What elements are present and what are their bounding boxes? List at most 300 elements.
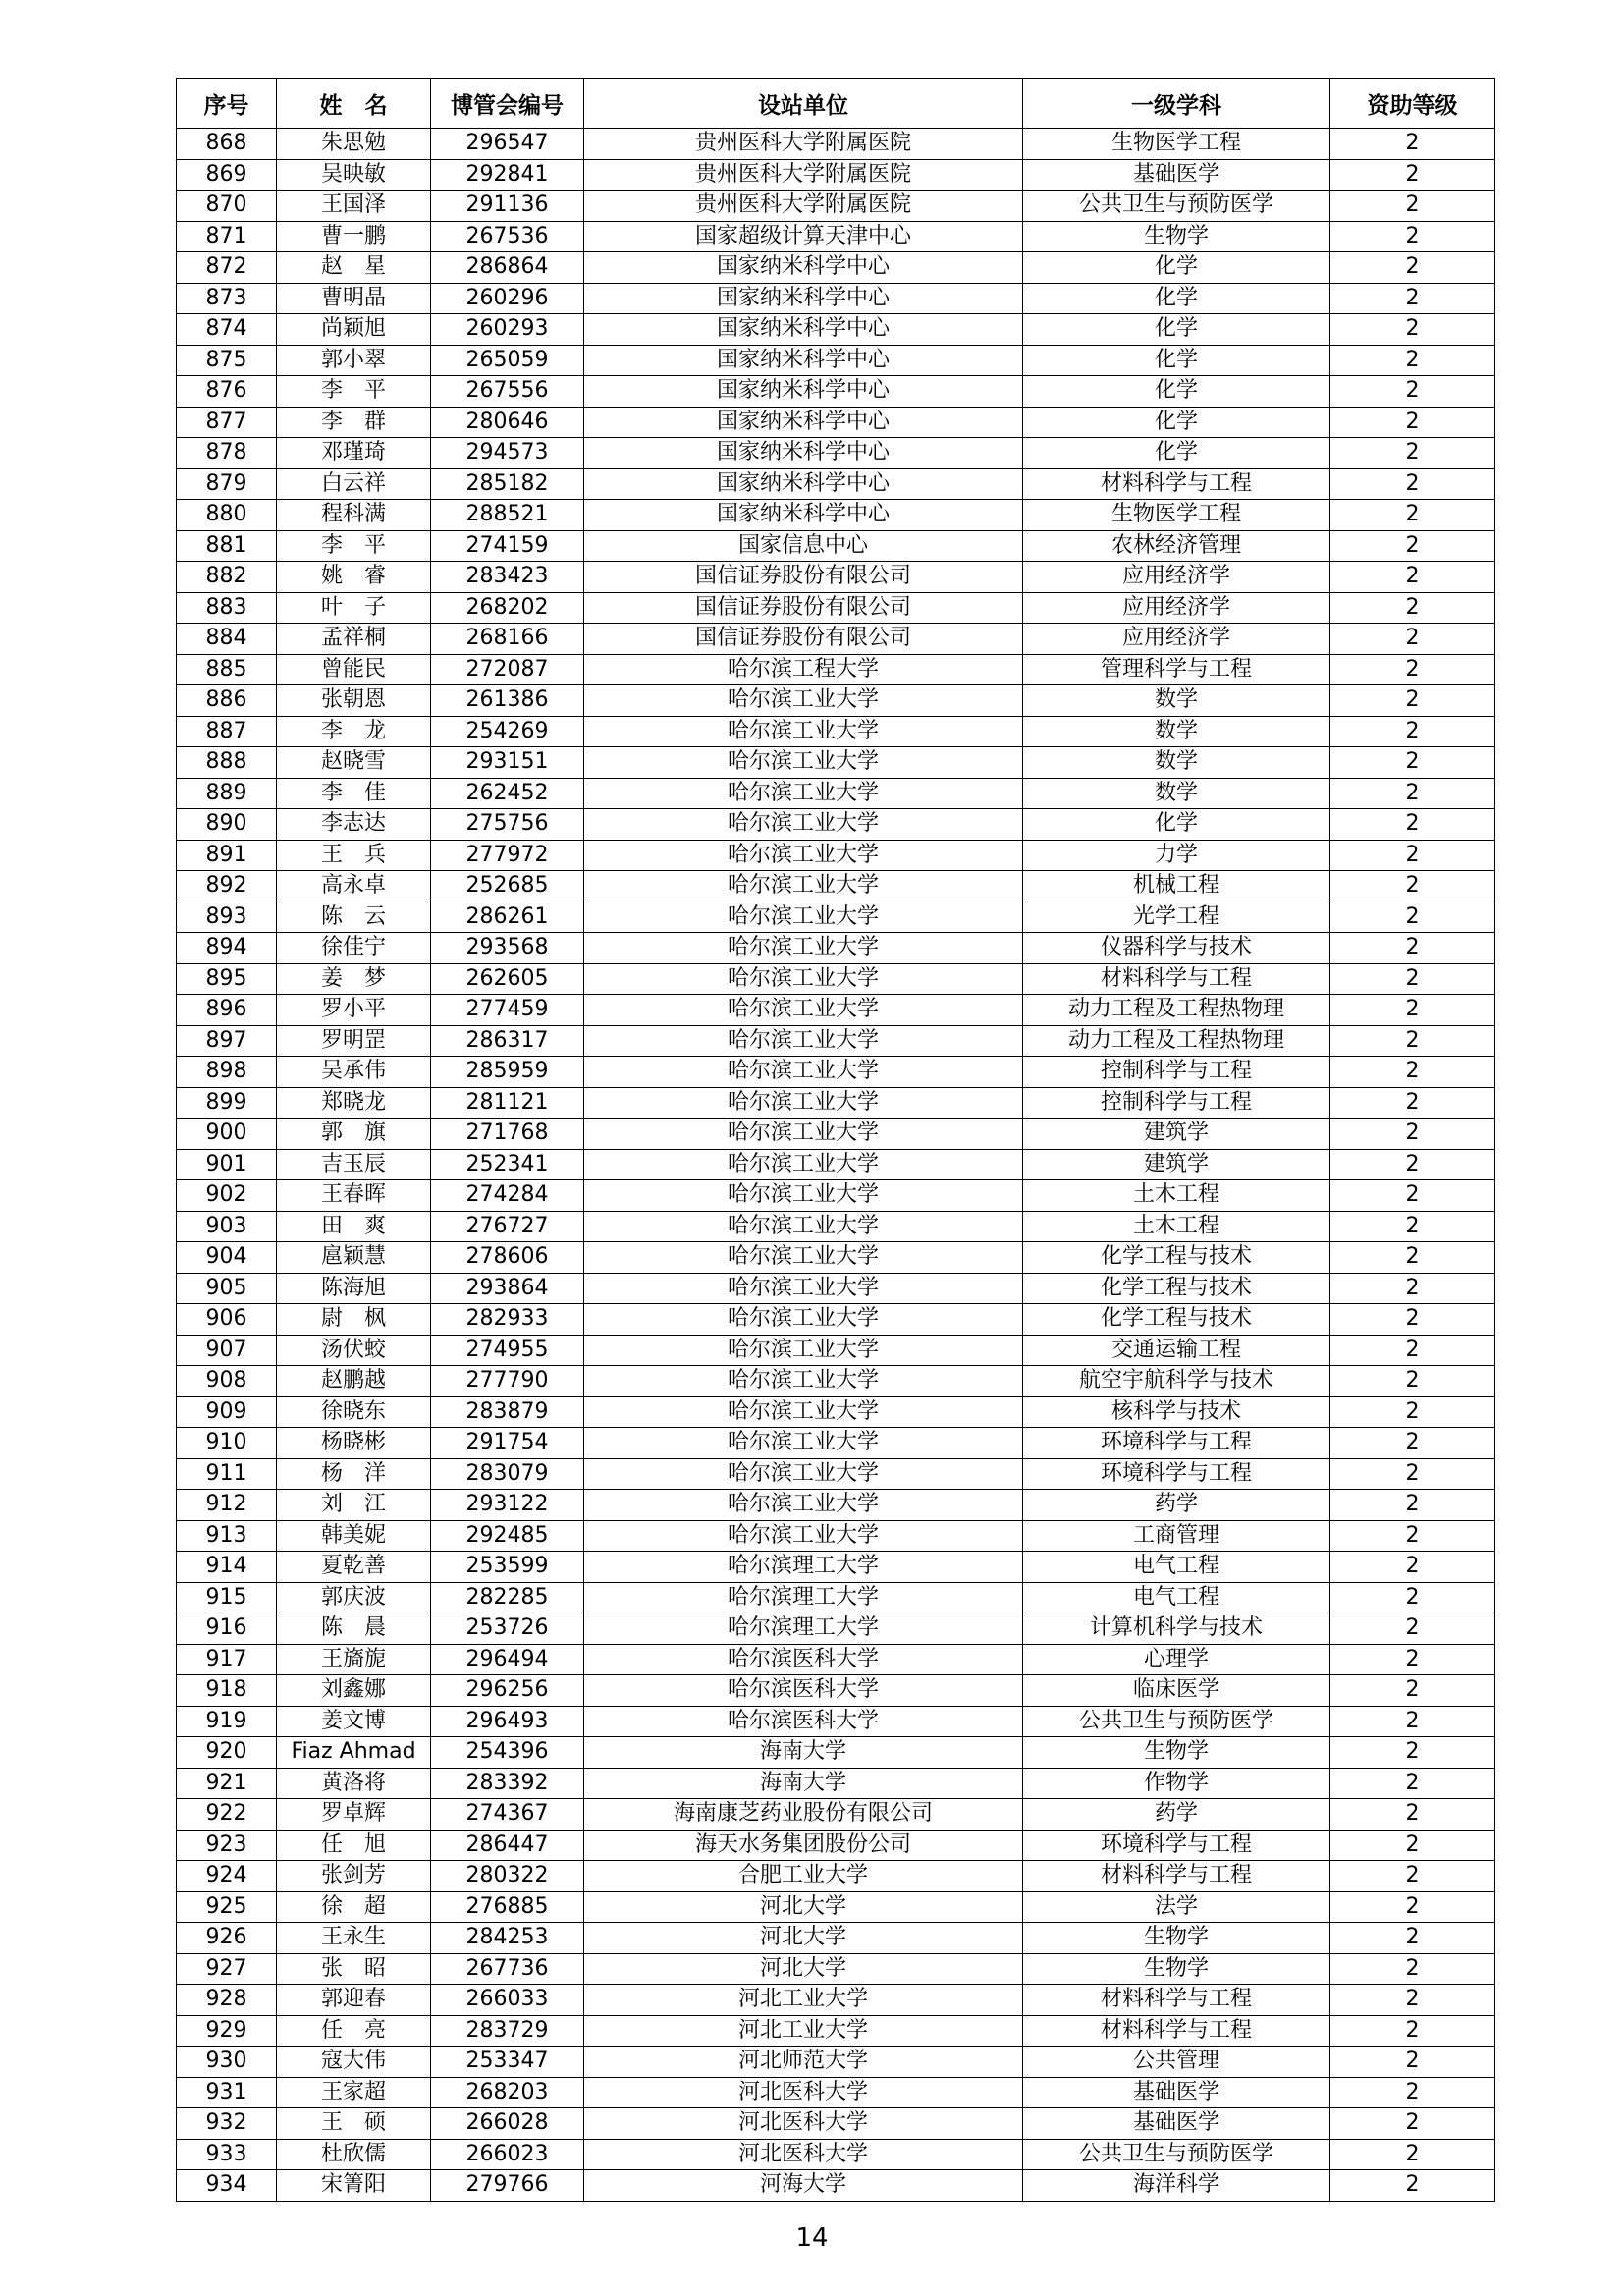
table-row	[177, 283, 1495, 314]
cell-id: 285182	[431, 468, 584, 500]
cell-unit: 国信证券股份有限公司	[584, 562, 1023, 593]
cell-index: 890	[177, 809, 277, 841]
cell-level: 2	[1330, 1335, 1495, 1366]
cell-level: 2	[1330, 1304, 1495, 1336]
cell-name: 罗卓辉	[277, 1799, 431, 1831]
cell-index: 877	[177, 407, 277, 438]
cell-name: 王国泽	[277, 191, 431, 222]
table-row	[177, 654, 1495, 685]
cell-level: 2	[1330, 1953, 1495, 1985]
cell-level: 2	[1330, 1490, 1495, 1521]
table-row	[177, 159, 1495, 191]
cell-level: 2	[1330, 809, 1495, 841]
cell-discipline: 药学	[1023, 1799, 1330, 1831]
cell-discipline: 临床医学	[1023, 1675, 1330, 1707]
cell-index: 873	[177, 283, 277, 314]
cell-level: 2	[1330, 2139, 1495, 2170]
table-row	[177, 1057, 1495, 1088]
cell-id: 262452	[431, 778, 584, 809]
cell-id: 268166	[431, 624, 584, 655]
cell-level: 2	[1330, 1242, 1495, 1274]
cell-id: 267736	[431, 1953, 584, 1985]
cell-name: 寇大伟	[277, 2047, 431, 2078]
table-row	[177, 1644, 1495, 1675]
cell-index: 896	[177, 995, 277, 1026]
cell-discipline: 材料科学与工程	[1023, 2015, 1330, 2047]
cell-unit: 哈尔滨工程大学	[584, 654, 1023, 685]
table-row	[177, 1304, 1495, 1336]
cell-name: 曹明晶	[277, 283, 431, 314]
cell-discipline: 环境科学与工程	[1023, 1428, 1330, 1459]
cell-name: 赵晓雪	[277, 747, 431, 779]
cell-index: 886	[177, 685, 277, 717]
cell-name: 邓瑾琦	[277, 438, 431, 469]
cell-name: 刘 江	[277, 1490, 431, 1521]
cell-unit: 哈尔滨工业大学	[584, 1180, 1023, 1212]
cell-unit: 河北工业大学	[584, 1985, 1023, 2016]
cell-unit: 国家纳米科学中心	[584, 468, 1023, 500]
cell-index: 887	[177, 716, 277, 747]
cell-discipline: 化学工程与技术	[1023, 1242, 1330, 1274]
cell-unit: 哈尔滨工业大学	[584, 716, 1023, 747]
cell-unit: 哈尔滨工业大学	[584, 933, 1023, 964]
cell-index: 906	[177, 1304, 277, 1336]
cell-index: 880	[177, 500, 277, 531]
cell-id: 276727	[431, 1211, 584, 1242]
cell-name: 刘鑫娜	[277, 1675, 431, 1707]
cell-name: 赵鹏越	[277, 1366, 431, 1397]
cell-id: 252341	[431, 1149, 584, 1180]
cell-name: 郭 旗	[277, 1119, 431, 1150]
cell-name: Fiaz Ahmad	[277, 1737, 431, 1769]
cell-unit: 国家纳米科学中心	[584, 345, 1023, 376]
cell-id: 291754	[431, 1428, 584, 1459]
cell-discipline: 数学	[1023, 778, 1330, 809]
cell-index: 881	[177, 530, 277, 562]
cell-level: 2	[1330, 1428, 1495, 1459]
cell-discipline: 力学	[1023, 840, 1330, 871]
cell-unit: 哈尔滨工业大学	[584, 1490, 1023, 1521]
cell-discipline: 电气工程	[1023, 1552, 1330, 1583]
cell-discipline: 土木工程	[1023, 1211, 1330, 1242]
cell-id: 283729	[431, 2015, 584, 2047]
cell-unit: 哈尔滨工业大学	[584, 685, 1023, 717]
cell-level: 2	[1330, 2015, 1495, 2047]
cell-unit: 哈尔滨理工大学	[584, 1582, 1023, 1613]
cell-discipline: 材料科学与工程	[1023, 468, 1330, 500]
cell-level: 2	[1330, 407, 1495, 438]
cell-name: 徐 超	[277, 1891, 431, 1923]
cell-id: 283079	[431, 1458, 584, 1490]
cell-unit: 哈尔滨工业大学	[584, 1428, 1023, 1459]
cell-discipline: 公共卫生与预防医学	[1023, 1706, 1330, 1737]
cell-id: 286317	[431, 1025, 584, 1057]
cell-id: 266028	[431, 2108, 584, 2140]
cell-id: 283423	[431, 562, 584, 593]
cell-id: 283392	[431, 1768, 584, 1799]
cell-level: 2	[1330, 2077, 1495, 2108]
cell-id: 280322	[431, 1861, 584, 1892]
cell-unit: 哈尔滨理工大学	[584, 1552, 1023, 1583]
cell-name: 李志达	[277, 809, 431, 841]
cell-level: 2	[1330, 1087, 1495, 1119]
cell-level: 2	[1330, 1985, 1495, 2016]
cell-level: 2	[1330, 314, 1495, 346]
cell-discipline: 海洋科学	[1023, 2170, 1330, 2202]
cell-unit: 哈尔滨理工大学	[584, 1613, 1023, 1645]
cell-unit: 哈尔滨工业大学	[584, 1025, 1023, 1057]
cell-name: 郭小翠	[277, 345, 431, 376]
cell-unit: 海南康芝药业股份有限公司	[584, 1799, 1023, 1831]
cell-unit: 国家纳米科学中心	[584, 376, 1023, 408]
cell-name: 王春晖	[277, 1180, 431, 1212]
table-row	[177, 468, 1495, 500]
cell-name: 扈颖慧	[277, 1242, 431, 1274]
cell-id: 292841	[431, 159, 584, 191]
cell-unit: 国家信息中心	[584, 530, 1023, 562]
cell-name: 高永卓	[277, 871, 431, 902]
cell-id: 286261	[431, 902, 584, 933]
cell-id: 267556	[431, 376, 584, 408]
cell-name: 张朝恩	[277, 685, 431, 717]
cell-level: 2	[1330, 376, 1495, 408]
table-row	[177, 809, 1495, 841]
cell-index: 897	[177, 1025, 277, 1057]
cell-index: 934	[177, 2170, 277, 2202]
cell-index: 869	[177, 159, 277, 191]
table-row	[177, 902, 1495, 933]
cell-unit: 河北工业大学	[584, 2015, 1023, 2047]
table-row	[177, 963, 1495, 995]
cell-id: 274284	[431, 1180, 584, 1212]
cell-index: 907	[177, 1335, 277, 1366]
cell-index: 872	[177, 252, 277, 284]
cell-id: 279766	[431, 2170, 584, 2202]
cell-level: 2	[1330, 995, 1495, 1026]
header-level: 资助等级	[1330, 79, 1495, 129]
table-row	[177, 1149, 1495, 1180]
cell-index: 913	[177, 1520, 277, 1552]
cell-discipline: 材料科学与工程	[1023, 1861, 1330, 1892]
cell-index: 917	[177, 1644, 277, 1675]
cell-discipline: 化学工程与技术	[1023, 1304, 1330, 1336]
cell-level: 2	[1330, 624, 1495, 655]
cell-id: 293151	[431, 747, 584, 779]
cell-unit: 河北大学	[584, 1891, 1023, 1923]
cell-name: 李 平	[277, 530, 431, 562]
table-row	[177, 1335, 1495, 1366]
cell-unit: 哈尔滨工业大学	[584, 840, 1023, 871]
table-row	[177, 1613, 1495, 1645]
cell-level: 2	[1330, 159, 1495, 191]
cell-level: 2	[1330, 2047, 1495, 2078]
cell-name: 田 爽	[277, 1211, 431, 1242]
cell-unit: 河北大学	[584, 1953, 1023, 1985]
cell-level: 2	[1330, 1644, 1495, 1675]
cell-discipline: 仪器科学与技术	[1023, 933, 1330, 964]
table-row	[177, 1953, 1495, 1985]
cell-level: 2	[1330, 191, 1495, 222]
cell-unit: 国信证券股份有限公司	[584, 624, 1023, 655]
cell-index: 919	[177, 1706, 277, 1737]
table-row	[177, 2077, 1495, 2108]
cell-index: 914	[177, 1552, 277, 1583]
cell-level: 2	[1330, 1737, 1495, 1769]
cell-discipline: 动力工程及工程热物理	[1023, 1025, 1330, 1057]
cell-level: 2	[1330, 562, 1495, 593]
cell-unit: 哈尔滨医科大学	[584, 1706, 1023, 1737]
cell-name: 宋箐阳	[277, 2170, 431, 2202]
table-row	[177, 407, 1495, 438]
cell-level: 2	[1330, 1861, 1495, 1892]
table-row	[177, 1520, 1495, 1552]
cell-discipline: 公共管理	[1023, 2047, 1330, 2078]
cell-discipline: 控制科学与工程	[1023, 1087, 1330, 1119]
cell-unit: 国家纳米科学中心	[584, 314, 1023, 346]
cell-unit: 河北医科大学	[584, 2139, 1023, 2170]
cell-name: 吉玉辰	[277, 1149, 431, 1180]
cell-discipline: 应用经济学	[1023, 624, 1330, 655]
cell-level: 2	[1330, 345, 1495, 376]
cell-id: 283879	[431, 1396, 584, 1428]
cell-discipline: 交通运输工程	[1023, 1335, 1330, 1366]
cell-unit: 哈尔滨工业大学	[584, 1273, 1023, 1304]
table-row	[177, 221, 1495, 252]
table-row	[177, 1582, 1495, 1613]
cell-id: 285959	[431, 1057, 584, 1088]
cell-index: 911	[177, 1458, 277, 1490]
cell-index: 921	[177, 1768, 277, 1799]
cell-discipline: 化学	[1023, 438, 1330, 469]
cell-level: 2	[1330, 1675, 1495, 1707]
table-row	[177, 1923, 1495, 1954]
cell-discipline: 基础医学	[1023, 159, 1330, 191]
cell-id: 277972	[431, 840, 584, 871]
cell-discipline: 环境科学与工程	[1023, 1458, 1330, 1490]
cell-name: 曾能民	[277, 654, 431, 685]
table-row	[177, 1428, 1495, 1459]
cell-discipline: 化学工程与技术	[1023, 1273, 1330, 1304]
header-id: 博管会编号	[431, 79, 584, 129]
cell-name: 姜 梦	[277, 963, 431, 995]
cell-id: 296256	[431, 1675, 584, 1707]
cell-name: 王旖旎	[277, 1644, 431, 1675]
table-row	[177, 1861, 1495, 1892]
header-index: 序号	[177, 79, 277, 129]
cell-discipline: 生物学	[1023, 221, 1330, 252]
cell-level: 2	[1330, 1025, 1495, 1057]
cell-id: 277459	[431, 995, 584, 1026]
table-row	[177, 1552, 1495, 1583]
cell-name: 张 昭	[277, 1953, 431, 1985]
cell-discipline: 基础医学	[1023, 2077, 1330, 2108]
table-row	[177, 2108, 1495, 2140]
cell-level: 2	[1330, 1830, 1495, 1861]
cell-discipline: 动力工程及工程热物理	[1023, 995, 1330, 1026]
cell-unit: 哈尔滨工业大学	[584, 1119, 1023, 1150]
cell-index: 922	[177, 1799, 277, 1831]
cell-name: 李 平	[277, 376, 431, 408]
cell-id: 276885	[431, 1891, 584, 1923]
table-row	[177, 1119, 1495, 1150]
cell-level: 2	[1330, 1458, 1495, 1490]
cell-unit: 合肥工业大学	[584, 1861, 1023, 1892]
cell-id: 268203	[431, 2077, 584, 2108]
cell-id: 274159	[431, 530, 584, 562]
cell-name: 吴映敏	[277, 159, 431, 191]
cell-index: 928	[177, 1985, 277, 2016]
cell-id: 268202	[431, 592, 584, 624]
cell-index: 912	[177, 1490, 277, 1521]
table-row	[177, 191, 1495, 222]
cell-name: 吴承伟	[277, 1057, 431, 1088]
cell-level: 2	[1330, 1768, 1495, 1799]
cell-index: 879	[177, 468, 277, 500]
cell-level: 2	[1330, 685, 1495, 717]
table-row	[177, 778, 1495, 809]
cell-unit: 国家超级计算天津中心	[584, 221, 1023, 252]
table-row	[177, 1830, 1495, 1861]
cell-index: 868	[177, 129, 277, 160]
cell-level: 2	[1330, 2108, 1495, 2140]
cell-name: 李 龙	[277, 716, 431, 747]
cell-unit: 哈尔滨工业大学	[584, 1211, 1023, 1242]
cell-level: 2	[1330, 1613, 1495, 1645]
cell-unit: 哈尔滨工业大学	[584, 1304, 1023, 1336]
cell-name: 孟祥桐	[277, 624, 431, 655]
cell-index: 901	[177, 1149, 277, 1180]
cell-discipline: 工商管理	[1023, 1520, 1330, 1552]
cell-discipline: 生物学	[1023, 1923, 1330, 1954]
table-row	[177, 747, 1495, 779]
cell-discipline: 机械工程	[1023, 871, 1330, 902]
cell-id: 296547	[431, 129, 584, 160]
cell-index: 926	[177, 1923, 277, 1954]
cell-unit: 哈尔滨工业大学	[584, 871, 1023, 902]
cell-name: 姜文博	[277, 1706, 431, 1737]
cell-unit: 国家纳米科学中心	[584, 407, 1023, 438]
cell-index: 878	[177, 438, 277, 469]
cell-discipline: 建筑学	[1023, 1119, 1330, 1150]
cell-level: 2	[1330, 1891, 1495, 1923]
table-row	[177, 252, 1495, 284]
cell-name: 曹一鹏	[277, 221, 431, 252]
cell-id: 282285	[431, 1582, 584, 1613]
table-row	[177, 1180, 1495, 1212]
cell-discipline: 公共卫生与预防医学	[1023, 2139, 1330, 2170]
table-row	[177, 933, 1495, 964]
table-row	[177, 871, 1495, 902]
cell-level: 2	[1330, 1396, 1495, 1428]
cell-level: 2	[1330, 438, 1495, 469]
cell-level: 2	[1330, 716, 1495, 747]
table-row	[177, 530, 1495, 562]
cell-unit: 河北师范大学	[584, 2047, 1023, 2078]
cell-index: 915	[177, 1582, 277, 1613]
cell-discipline: 应用经济学	[1023, 592, 1330, 624]
cell-id: 253599	[431, 1552, 584, 1583]
cell-index: 893	[177, 902, 277, 933]
cell-index: 870	[177, 191, 277, 222]
cell-discipline: 生物学	[1023, 1737, 1330, 1769]
table-row	[177, 1273, 1495, 1304]
cell-index: 900	[177, 1119, 277, 1150]
cell-discipline: 管理科学与工程	[1023, 654, 1330, 685]
table-row	[177, 2170, 1495, 2202]
cell-id: 286447	[431, 1830, 584, 1861]
cell-level: 2	[1330, 283, 1495, 314]
cell-unit: 国家纳米科学中心	[584, 283, 1023, 314]
cell-index: 875	[177, 345, 277, 376]
cell-level: 2	[1330, 1149, 1495, 1180]
cell-level: 2	[1330, 1552, 1495, 1583]
cell-discipline: 数学	[1023, 716, 1330, 747]
cell-unit: 哈尔滨医科大学	[584, 1675, 1023, 1707]
table-row	[177, 1087, 1495, 1119]
cell-discipline: 航空宇航科学与技术	[1023, 1366, 1330, 1397]
table-row	[177, 2047, 1495, 2078]
cell-unit: 哈尔滨工业大学	[584, 1149, 1023, 1180]
cell-name: 罗小平	[277, 995, 431, 1026]
cell-index: 892	[177, 871, 277, 902]
cell-discipline: 作物学	[1023, 1768, 1330, 1799]
cell-discipline: 心理学	[1023, 1644, 1330, 1675]
cell-index: 876	[177, 376, 277, 408]
table-row	[177, 995, 1495, 1026]
cell-unit: 贵州医科大学附属医院	[584, 159, 1023, 191]
cell-id: 266033	[431, 1985, 584, 2016]
cell-id: 296494	[431, 1644, 584, 1675]
cell-discipline: 数学	[1023, 685, 1330, 717]
cell-level: 2	[1330, 592, 1495, 624]
cell-level: 2	[1330, 1180, 1495, 1212]
cell-id: 274955	[431, 1335, 584, 1366]
cell-unit: 河北医科大学	[584, 2108, 1023, 2140]
table-row	[177, 1242, 1495, 1274]
cell-discipline: 化学	[1023, 407, 1330, 438]
cell-index: 923	[177, 1830, 277, 1861]
table-row	[177, 345, 1495, 376]
cell-unit: 海天水务集团股份公司	[584, 1830, 1023, 1861]
cell-id: 260296	[431, 283, 584, 314]
cell-name: 汤伏蛟	[277, 1335, 431, 1366]
cell-name: 王 硕	[277, 2108, 431, 2140]
cell-id: 286864	[431, 252, 584, 284]
cell-index: 930	[177, 2047, 277, 2078]
cell-name: 王家超	[277, 2077, 431, 2108]
table-row	[177, 1025, 1495, 1057]
cell-discipline: 应用经济学	[1023, 562, 1330, 593]
cell-index: 899	[177, 1087, 277, 1119]
cell-discipline: 化学	[1023, 345, 1330, 376]
cell-unit: 河北大学	[584, 1923, 1023, 1954]
cell-unit: 哈尔滨工业大学	[584, 1242, 1023, 1274]
cell-name: 白云祥	[277, 468, 431, 500]
cell-id: 291136	[431, 191, 584, 222]
cell-id: 265059	[431, 345, 584, 376]
cell-index: 895	[177, 963, 277, 995]
cell-name: 徐佳宁	[277, 933, 431, 964]
cell-unit: 哈尔滨工业大学	[584, 1057, 1023, 1088]
cell-id: 280646	[431, 407, 584, 438]
table-row	[177, 1211, 1495, 1242]
cell-level: 2	[1330, 840, 1495, 871]
cell-name: 陈海旭	[277, 1273, 431, 1304]
cell-unit: 国家纳米科学中心	[584, 438, 1023, 469]
cell-id: 296493	[431, 1706, 584, 1737]
cell-name: 韩美妮	[277, 1520, 431, 1552]
cell-level: 2	[1330, 1273, 1495, 1304]
